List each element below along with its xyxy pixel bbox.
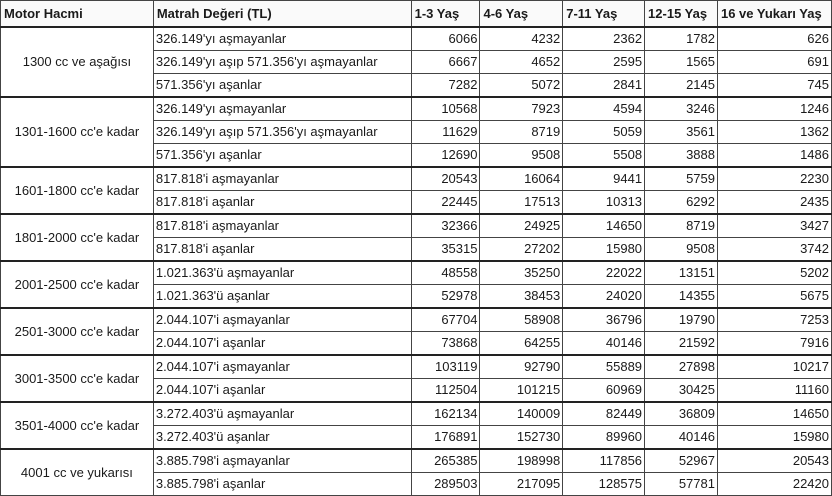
value-cell-age-16-plus: 691 [717, 51, 831, 74]
value-cell-age-7-11: 128575 [563, 473, 645, 496]
value-cell-age-4-6: 38453 [480, 285, 563, 309]
table-body [1, 27, 832, 496]
value-cell-age-7-11: 40146 [563, 332, 645, 356]
value-cell-age-4-6: 8719 [480, 121, 563, 144]
table-row [1, 308, 832, 332]
value-cell-age-4-6: 92790 [480, 355, 563, 379]
value-cell-age-16-plus: 15980 [717, 426, 831, 450]
value-cell-age-12-15: 6292 [645, 191, 718, 215]
value-cell-age-16-plus: 20543 [717, 449, 831, 473]
value-cell-age-7-11: 89960 [563, 426, 645, 450]
value-cell-age-12-15: 1565 [645, 51, 718, 74]
value-cell-age-7-11: 14650 [563, 214, 645, 238]
value-cell-age-7-11: 2841 [563, 74, 645, 98]
value-cell-age-1-3: 12690 [411, 144, 480, 168]
header-age-1-3: 1-3 Yaş [411, 1, 480, 28]
header-row [1, 1, 832, 28]
table-row [1, 214, 832, 238]
value-cell-age-1-3: 22445 [411, 191, 480, 215]
matrah-cell: 2.044.107'i aşmayanlar [153, 355, 411, 379]
value-cell-age-1-3: 6667 [411, 51, 480, 74]
value-cell-age-16-plus: 2435 [717, 191, 831, 215]
value-cell-age-12-15: 40146 [645, 426, 718, 450]
value-cell-age-1-3: 112504 [411, 379, 480, 403]
value-cell-age-16-plus: 7916 [717, 332, 831, 356]
value-cell-age-1-3: 103119 [411, 355, 480, 379]
table-row [1, 27, 832, 51]
matrah-cell: 326.149'yı aşmayanlar [153, 97, 411, 121]
motor-hacmi-cell: 2001-2500 cc'e kadar [1, 261, 154, 308]
value-cell-age-12-15: 9508 [645, 238, 718, 262]
value-cell-age-4-6: 217095 [480, 473, 563, 496]
value-cell-age-4-6: 64255 [480, 332, 563, 356]
value-cell-age-16-plus: 3427 [717, 214, 831, 238]
value-cell-age-16-plus: 3742 [717, 238, 831, 262]
motor-hacmi-cell: 4001 cc ve yukarısı [1, 449, 154, 496]
value-cell-age-1-3: 11629 [411, 121, 480, 144]
value-cell-age-12-15: 57781 [645, 473, 718, 496]
matrah-cell: 3.272.403'ü aşmayanlar [153, 402, 411, 426]
value-cell-age-4-6: 17513 [480, 191, 563, 215]
value-cell-age-1-3: 265385 [411, 449, 480, 473]
matrah-cell: 326.149'yı aşmayanlar [153, 27, 411, 51]
value-cell-age-1-3: 162134 [411, 402, 480, 426]
matrah-cell: 326.149'yı aşıp 571.356'yı aşmayanlar [153, 121, 411, 144]
value-cell-age-12-15: 14355 [645, 285, 718, 309]
value-cell-age-16-plus: 745 [717, 74, 831, 98]
matrah-cell: 2.044.107'i aşanlar [153, 332, 411, 356]
value-cell-age-7-11: 82449 [563, 402, 645, 426]
header-age-16-plus: 16 ve Yukarı Yaş [717, 1, 831, 28]
value-cell-age-7-11: 5059 [563, 121, 645, 144]
value-cell-age-1-3: 32366 [411, 214, 480, 238]
matrah-cell: 3.272.403'ü aşanlar [153, 426, 411, 450]
value-cell-age-16-plus: 22420 [717, 473, 831, 496]
matrah-cell: 2.044.107'i aşanlar [153, 379, 411, 403]
value-cell-age-7-11: 9441 [563, 167, 645, 191]
table-row [1, 261, 832, 285]
matrah-cell: 817.818'i aşmayanlar [153, 214, 411, 238]
header-motor-hacmi: Motor Hacmi [1, 1, 154, 28]
value-cell-age-1-3: 73868 [411, 332, 480, 356]
table-row [1, 355, 832, 379]
motor-hacmi-cell: 3501-4000 cc'e kadar [1, 402, 154, 449]
motor-hacmi-cell: 1601-1800 cc'e kadar [1, 167, 154, 214]
value-cell-age-4-6: 140009 [480, 402, 563, 426]
value-cell-age-4-6: 152730 [480, 426, 563, 450]
header-age-12-15: 12-15 Yaş [645, 1, 718, 28]
value-cell-age-16-plus: 5675 [717, 285, 831, 309]
value-cell-age-7-11: 55889 [563, 355, 645, 379]
value-cell-age-4-6: 101215 [480, 379, 563, 403]
value-cell-age-4-6: 7923 [480, 97, 563, 121]
motor-hacmi-cell: 1801-2000 cc'e kadar [1, 214, 154, 261]
value-cell-age-16-plus: 2230 [717, 167, 831, 191]
matrah-cell: 1.021.363'ü aşmayanlar [153, 261, 411, 285]
value-cell-age-1-3: 20543 [411, 167, 480, 191]
value-cell-age-12-15: 3246 [645, 97, 718, 121]
header-age-4-6: 4-6 Yaş [480, 1, 563, 28]
value-cell-age-4-6: 4232 [480, 27, 563, 51]
value-cell-age-12-15: 8719 [645, 214, 718, 238]
motor-hacmi-cell: 1300 cc ve aşağısı [1, 27, 154, 97]
table-row [1, 97, 832, 121]
value-cell-age-1-3: 289503 [411, 473, 480, 496]
value-cell-age-1-3: 176891 [411, 426, 480, 450]
table-row [1, 449, 832, 473]
value-cell-age-1-3: 35315 [411, 238, 480, 262]
value-cell-age-1-3: 6066 [411, 27, 480, 51]
value-cell-age-16-plus: 11160 [717, 379, 831, 403]
value-cell-age-16-plus: 5202 [717, 261, 831, 285]
table-row [1, 167, 832, 191]
value-cell-age-12-15: 19790 [645, 308, 718, 332]
value-cell-age-12-15: 27898 [645, 355, 718, 379]
value-cell-age-16-plus: 626 [717, 27, 831, 51]
matrah-cell: 571.356'yı aşanlar [153, 144, 411, 168]
value-cell-age-16-plus: 14650 [717, 402, 831, 426]
value-cell-age-7-11: 5508 [563, 144, 645, 168]
value-cell-age-1-3: 67704 [411, 308, 480, 332]
value-cell-age-7-11: 2362 [563, 27, 645, 51]
value-cell-age-12-15: 5759 [645, 167, 718, 191]
matrah-cell: 326.149'yı aşıp 571.356'yı aşmayanlar [153, 51, 411, 74]
value-cell-age-7-11: 24020 [563, 285, 645, 309]
value-cell-age-4-6: 24925 [480, 214, 563, 238]
value-cell-age-4-6: 198998 [480, 449, 563, 473]
motor-hacmi-cell: 2501-3000 cc'e kadar [1, 308, 154, 355]
value-cell-age-12-15: 13151 [645, 261, 718, 285]
value-cell-age-7-11: 117856 [563, 449, 645, 473]
value-cell-age-7-11: 36796 [563, 308, 645, 332]
value-cell-age-12-15: 36809 [645, 402, 718, 426]
value-cell-age-4-6: 35250 [480, 261, 563, 285]
value-cell-age-16-plus: 1486 [717, 144, 831, 168]
matrah-cell: 817.818'i aşmayanlar [153, 167, 411, 191]
motor-hacmi-cell: 1301-1600 cc'e kadar [1, 97, 154, 167]
matrah-cell: 2.044.107'i aşmayanlar [153, 308, 411, 332]
matrah-cell: 571.356'yı aşanlar [153, 74, 411, 98]
value-cell-age-4-6: 27202 [480, 238, 563, 262]
matrah-cell: 817.818'i aşanlar [153, 191, 411, 215]
value-cell-age-4-6: 5072 [480, 74, 563, 98]
value-cell-age-12-15: 1782 [645, 27, 718, 51]
value-cell-age-12-15: 3561 [645, 121, 718, 144]
value-cell-age-7-11: 60969 [563, 379, 645, 403]
header-matrah-degeri: Matrah Değeri (TL) [153, 1, 411, 28]
value-cell-age-16-plus: 1246 [717, 97, 831, 121]
value-cell-age-16-plus: 1362 [717, 121, 831, 144]
value-cell-age-12-15: 30425 [645, 379, 718, 403]
value-cell-age-12-15: 2145 [645, 74, 718, 98]
table-row [1, 402, 832, 426]
value-cell-age-7-11: 4594 [563, 97, 645, 121]
value-cell-age-7-11: 22022 [563, 261, 645, 285]
value-cell-age-16-plus: 10217 [717, 355, 831, 379]
header-age-7-11: 7-11 Yaş [563, 1, 645, 28]
value-cell-age-1-3: 10568 [411, 97, 480, 121]
value-cell-age-1-3: 7282 [411, 74, 480, 98]
motor-hacmi-cell: 3001-3500 cc'e kadar [1, 355, 154, 402]
value-cell-age-7-11: 2595 [563, 51, 645, 74]
value-cell-age-4-6: 58908 [480, 308, 563, 332]
matrah-cell: 3.885.798'i aşanlar [153, 473, 411, 496]
value-cell-age-12-15: 3888 [645, 144, 718, 168]
value-cell-age-4-6: 9508 [480, 144, 563, 168]
value-cell-age-7-11: 10313 [563, 191, 645, 215]
value-cell-age-16-plus: 7253 [717, 308, 831, 332]
matrah-cell: 1.021.363'ü aşanlar [153, 285, 411, 309]
value-cell-age-1-3: 48558 [411, 261, 480, 285]
matrah-cell: 817.818'i aşanlar [153, 238, 411, 262]
value-cell-age-4-6: 16064 [480, 167, 563, 191]
value-cell-age-1-3: 52978 [411, 285, 480, 309]
value-cell-age-12-15: 21592 [645, 332, 718, 356]
matrah-cell: 3.885.798'i aşmayanlar [153, 449, 411, 473]
value-cell-age-4-6: 4652 [480, 51, 563, 74]
value-cell-age-7-11: 15980 [563, 238, 645, 262]
value-cell-age-12-15: 52967 [645, 449, 718, 473]
